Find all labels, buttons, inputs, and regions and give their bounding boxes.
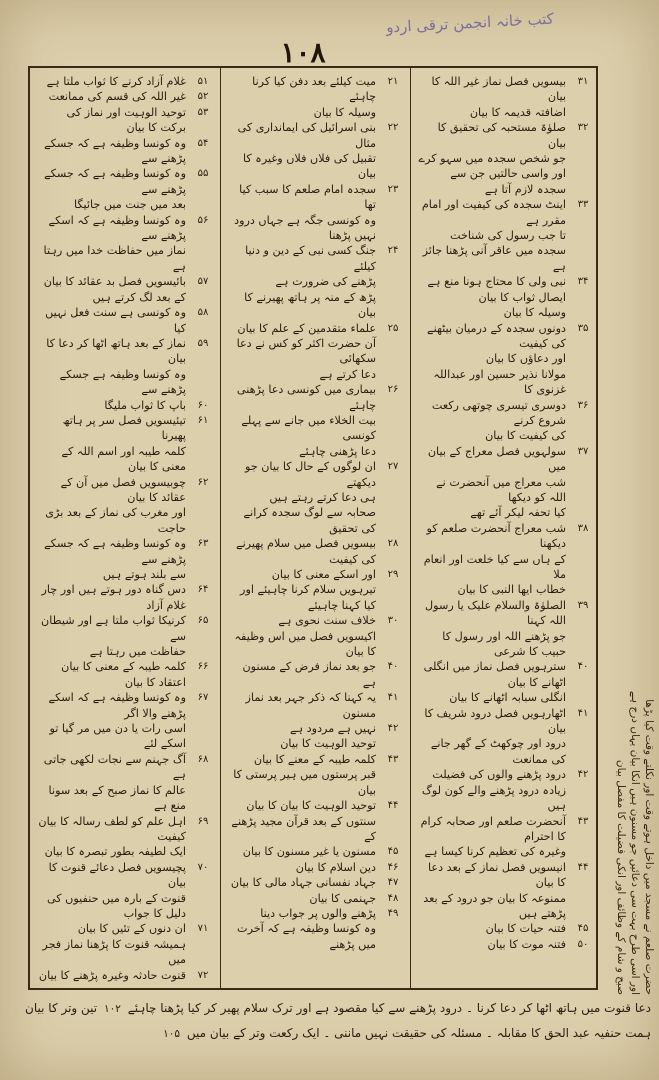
index-entry [414,243,596,274]
entry-title: اور واسی حالتیں جن سے سجدہ لازم آتا ہے [450,167,566,196]
entry-title: توحید الوہیت اور نماز کی برکت کا بیان [66,105,186,135]
entry-title: اور دعاؤں کا بیان [485,352,566,366]
entry-title: کے بعد لگ کرتے ہیں [92,290,186,304]
footer-line-1-text: دعا قنوت میں ہاتھ اٹھا کر دعا کرنا ۔ درود پڑھنے سے کیا مقصود ہے اور ترک سلام پھیر کر کیا پڑھنا چاہئے [127,1001,651,1015]
entry-title: ایصال ثواب کا بیان [478,290,566,304]
index-entry [414,659,596,690]
index-entry [34,690,216,721]
index-entry [414,444,596,475]
index-entry [224,690,406,721]
index-entry [224,613,406,628]
entry-page-number: ۳۲ [577,122,589,134]
index-entry [34,567,216,582]
entry-title: زیادہ درود پڑھنے والے کون لوگ ہیں [421,783,566,813]
index-entry [224,875,406,890]
entry-title: فتنہ موت کا بیان [487,937,566,951]
entry-title: اسی رات یا دن میں مر گیا تو اسکے لئے [49,722,186,751]
entry-page-number: ۵۲ [197,91,209,103]
index-entry [224,290,406,321]
index-entry [224,844,406,859]
index-entry [34,891,216,922]
index-entry [34,675,216,690]
entry-page-number: ۶۴ [197,584,209,596]
entry-page-number: ۲۹ [387,569,399,580]
index-entry [224,105,406,120]
entry-title: وہ کونسا وظیفہ ہے کہ جسکے پڑھنے سے [44,537,186,566]
entry-title: دین اسلام کا بیان [295,860,376,874]
entry-title: الصلوٰۃ والسلام علیک یا رسول اللہ کہنا [425,598,566,628]
entry-page-number: ۴۳ [577,815,589,827]
index-table [28,66,598,990]
entry-page-number: ۴۲ [577,769,589,781]
entry-title: غلام آزاد کرنے کا ثواب ملتا ہے [46,75,186,88]
entry-title: تا جب رسول کی شناخت [449,229,566,243]
entry-title: جو بعد نماز فرض کے مسنون ہے [242,660,376,689]
entry-title: کیا تحفہ لیکر آئے تھے [470,506,566,520]
entry-title: آنحضرت صلعم اور صحابہ کرام کا احترام [420,814,566,843]
index-entry [414,736,596,767]
entry-page-number: ۵۱ [197,76,209,87]
entry-title: آن حضرت اکثر کو کس نے دعا سکھائی [236,336,376,366]
index-entry [224,798,406,813]
column-divider [220,68,221,988]
entry-page-number: ۳۳ [577,199,589,211]
entry-title: قنوت کے بارہ میں حنفیوں کی دلیل کا جواب [46,891,186,920]
entry-title: دعا کرتے ہے [319,367,376,381]
entry-title: بیسویں فصل میں سلام پھیرنے کی کیفیت [236,537,376,566]
entry-title: ہی دعا کرتے رہتے ہیں [269,490,376,504]
margin-note-line: اور اسی طرح بہت سی دعائیں جو مسنون ہیں انکا بیان یہاں درج ہے [629,690,641,995]
index-column-right [414,74,596,982]
entry-title: اضافتہ قدیمہ کا بیان [469,105,566,119]
entry-page-number: ۲۸ [387,538,399,550]
entry-page-number: ۴۳ [387,753,399,765]
entry-title: کلمہ طیبہ اور اسم اللہ کے معنی کا بیان [61,444,186,474]
entry-page-number: ۲۲ [387,122,399,134]
library-stamp: کتب خانہ انجمن ترقی اردو [385,9,555,37]
entry-title: اعتقاد کا بیان [124,675,186,689]
index-entry [414,151,596,166]
entry-title: وسیلہ کا بیان [503,306,566,320]
entry-title: پڑھنے کی ضرورت ہے [275,275,376,289]
entry-title: اٹھارہویں فصل درود شریف کا بیان [424,706,566,736]
entry-title: شب معراج آنحضرت صلعم کو دیکھنا [426,521,566,551]
entry-title: مسنون یا غیر مسنون کا بیان [242,845,376,859]
entry-title: انگلی سبابہ اٹھانے کا بیان [449,691,566,705]
entry-title: سے بلند ہوتے ہیں [102,568,186,581]
index-entry [34,505,216,536]
entry-title: وہ کونسا وظیفہ ہے کہ اسکے پڑھنے والا اگر [48,691,186,720]
entry-title: شب معراج میں آنحضرت نے اللہ کو دیکھا [436,475,566,504]
entry-title: علماء متقدمین کے علم کا بیان [237,321,376,335]
entry-title: تیئیسویں فصل سر پر ہاتھ پھیرنا [62,413,186,443]
index-entry [34,444,216,475]
index-entry [224,860,406,875]
entry-title: اہل علم کو لطف رسالہ کا بیان کیفیت [38,814,186,843]
entry-title: سولہویں فصل معراج کے بیان میں [427,444,566,474]
entry-page-number: ۵۵ [197,168,209,180]
entry-title: کے ہاں سے کیا خلعت اور انعام ملا [423,552,566,581]
entry-title: ایک لطیفہ بطور تبصرہ کا بیان [44,845,186,859]
entry-page-number: ۳۰ [387,615,399,627]
entry-page-number: ۴۴ [387,800,399,812]
index-entry [414,351,596,366]
index-entry [414,552,596,583]
index-entry [414,475,596,506]
entry-title: خلاف سنت نحوی ہے [278,614,376,628]
index-entry [224,382,406,413]
entry-title: بیت الخلاء میں جانے سے پہلے کونسی [241,413,376,443]
index-entry [224,182,406,213]
entry-title: وہ کونسا وظیفہ ہے کہ جسکے پڑھنے سے [44,136,186,166]
entry-title: باپ کا ثواب ملیگا [104,398,186,412]
index-entry [34,582,216,613]
index-entry [414,505,596,520]
entry-page-number: ۴۶ [387,861,399,873]
index-entry [224,921,406,952]
entry-page-number: ۶۵ [197,615,209,627]
entry-page-number: ۷۰ [197,861,209,873]
entry-title: نہیں ہے مردود ہے [290,722,376,736]
index-entry [224,891,406,906]
entry-title: کلمہ طیبہ کے معنے کا بیان [253,752,376,766]
entry-page-number: ۲۴ [387,245,399,257]
entry-title: غیر اللہ کی قسم کی ممانعت [48,90,186,104]
index-entry [414,690,596,705]
entry-title: ان دنوں کے تئیں کا بیان [77,922,186,936]
footer-line-1 [20,996,651,1021]
footer-line-2-page: ۱۰۵ [163,1028,181,1040]
index-entry [34,336,216,367]
entry-title: وہ کونسا وظیفہ ہے جسکے پڑھنے سے [59,367,186,397]
entry-title: صلوٰۃ مستحبہ کی تحقیق کا بیان [437,121,566,150]
entry-title: سجدہ امام صلعم کا سبب کیا تھا [239,182,376,212]
index-entry [224,906,406,921]
entry-title: پچیسویں فصل دعائے قنوت کا بیان [48,860,186,890]
index-entry [34,166,216,197]
entry-title: توحید الوہیت کا بیان کا بیان [246,799,376,813]
index-entry [224,367,406,382]
index-entry [414,166,596,197]
entry-page-number: ۴۵ [387,846,399,858]
index-entry [34,968,216,982]
index-entry [414,860,596,891]
entry-page-number: ۴۸ [387,892,399,904]
entry-page-number: ۵۹ [197,337,209,349]
index-entry [414,814,596,845]
index-entry [224,659,406,690]
entry-page-number: ۵۰ [577,938,589,950]
entry-page-number: ۵۸ [197,307,209,319]
entry-title: وہ کونسا وظیفہ ہے کہ جسکے پڑھنے سے [44,167,186,196]
index-entry [224,74,406,105]
entry-page-number: ۳۷ [577,445,589,457]
index-entry [224,151,406,182]
entry-page-number: ۲۷ [387,461,399,473]
entry-page-number: ۶۳ [197,538,209,550]
index-entry [34,105,216,136]
index-column-middle [224,74,406,982]
entry-title: بنی اسرائیل کی ایمانداری کی مثال [237,121,376,150]
entry-title: بائیسویں فصل بد عقائد کا بیان [43,275,186,289]
index-entry [414,105,596,120]
index-entry [224,444,406,459]
margin-note-line: صبح و شام کے وظائف اور انکی فضیلت کا مفصل بیان [615,759,627,995]
entry-title: میت کیلئے بعد دفن کیا کرنا چاہئے [252,75,376,104]
entry-title: پڑھ کے منہ پر ہاتھ پھیرنے کا بیان [244,290,376,320]
entry-title: جہاد نفسانی جہاد مالی کا بیان [230,876,376,890]
index-entry [34,937,216,968]
index-entry [414,582,596,597]
index-entry [414,228,596,243]
entry-title: جو پڑھنے اللہ اور رسول کا حبیب کا شرعی [442,629,566,659]
entry-title: کی کیفیت کا بیان [485,429,566,443]
index-entry [414,706,596,737]
entry-title: دونوں سجدہ کے درمیان بیٹھنے کی کیفیت [427,321,566,350]
index-entry [414,428,596,443]
index-entry [414,305,596,320]
index-entry [34,921,216,936]
index-entry [34,398,216,413]
entry-title: ان لوگوں کے حال کا بیان جو دیکھتے [244,460,376,489]
entry-title: نبی ولی کا محتاج ہونا منع ہے [427,275,566,289]
index-entry [224,243,406,274]
entry-page-number: ۳۸ [577,522,589,534]
entry-title: کرنیکا ثواب ملتا ہے اور شیطان سے [41,614,186,643]
index-entry [414,321,596,352]
entry-title: صحابہ سے لوگ سجدہ کرانے کی تحقیق [243,506,376,535]
footer-line-1-end: تین وتر کا بیان [25,1001,98,1015]
entry-title: کلمہ طیبہ کے معنی کا بیان [61,660,186,674]
index-entry [414,783,596,814]
entry-title: بیسویں فصل نماز غیر اللہ کا بیان [431,75,566,104]
index-entry [414,521,596,552]
entry-title: جہنمی کا بیان [309,891,376,905]
index-entry [34,814,216,845]
index-entry [414,629,596,660]
footer-line-2 [20,1021,651,1046]
entry-title: وہ کونسی جگہ ہے جہاں درود نہیں پڑھنا [234,213,376,243]
entry-title: ممنوعہ کا بیان جو درود کے بعد پڑھتے ہیں [423,891,566,920]
index-entry [414,274,596,289]
entry-title: آگ جہنم سے نجات لکھی جاتی ہے [43,752,186,782]
index-entry [34,74,216,89]
index-entry [34,89,216,104]
index-entry [34,367,216,398]
entry-title: اور اسکے معنی کا بیان [271,568,376,581]
entry-page-number: ۳۴ [577,276,589,288]
footer-line-2-text: ہمت حنفیہ عبد الحق کا مقابلہ ۔ مسئلہ کی حقیقت نہیں ماننی ۔ ایک رکعت وتر کے بیان میں [186,1026,651,1040]
index-entry [414,367,596,398]
index-entry [414,290,596,305]
footer-notes [20,996,651,1076]
index-entry [414,74,596,105]
entry-page-number: ۳۶ [577,399,589,411]
index-entry [34,290,216,305]
entry-title: دوسری تیسری چوتھی رکعت شروع کرنے [431,398,566,427]
index-entry [224,336,406,367]
index-entry [224,505,406,536]
entry-page-number: ۶۷ [197,692,209,704]
entry-page-number: ۲۶ [387,384,399,396]
index-entry [224,629,406,660]
page-number: ۱۰۸ [280,36,326,69]
entry-title: ہمیشہ قنوت کا پڑھنا نماز فجر میں [42,937,186,967]
entry-title: بیماری میں کونسی دعا پڑھنی چاہئے [236,383,376,412]
index-entry [224,767,406,798]
entry-page-number: ۶۸ [197,753,209,765]
index-entry [224,321,406,336]
index-entry [224,459,406,490]
entry-page-number: ۴۹ [387,907,399,919]
entry-title: چوبیسویں فصل میں آن کے عقائد کا بیان [60,475,186,504]
entry-title: دس گناہ دور ہوتے ہیں اور چار غلام آزاد [41,583,186,612]
entry-title: بعد میں جنت میں جائیگا [73,198,186,212]
entry-title: توحید الوہیت کا بیان [280,737,376,751]
index-entry [34,536,216,567]
entry-page-number: ۶۶ [197,661,209,673]
entry-title: خطاب ایھا النبی کا بیان [457,583,566,597]
entry-title: نماز کے بعد ہاتھ اٹھا کر دعا کا بیان [46,336,186,366]
entry-page-number: ۳۱ [577,76,589,87]
entry-title: نماز میں حفاظت خدا میں رہتا ہے [43,244,186,273]
entry-page-number: ۵۷ [197,276,209,288]
entry-title: وہ کونسا وظیفہ ہے کہ اسکے پڑھنے سے [48,213,186,243]
index-entry [224,536,406,567]
index-entry [34,613,216,644]
entry-title: تقبیل کی فلاں فلاں وغیرہ کا بیان [243,152,376,181]
entry-title: یہ کہنا کہ ذکر جہر بعد نماز مسنون [245,691,376,720]
entry-page-number: ۷۱ [197,923,209,935]
index-entry [414,921,596,936]
entry-page-number: ۴۴ [577,861,589,873]
entry-page-number: ۴۵ [577,923,589,935]
entry-page-number: ۴۲ [387,723,399,735]
index-entry [414,844,596,859]
entry-page-number: ۲۳ [387,183,399,195]
index-entry [34,197,216,212]
index-column-left [34,74,216,982]
index-entry [34,860,216,891]
entry-title: قنوت حادثہ وغیرہ پڑھنے کا بیان [38,968,186,982]
entry-title: فتنہ حیات کا بیان [485,922,566,936]
entry-title: جنگ کسی نبی کے دین و دنیا کیلئے [245,244,376,273]
index-entry [34,752,216,783]
entry-title: قبر پرستوں میں ہیر پرستی کا بیان [233,768,376,797]
index-entry [224,814,406,845]
entry-page-number: ۷۲ [197,969,209,981]
index-entry [224,736,406,751]
entry-title: عالم کا نماز صبح کے بعد سونا منع ہے [48,783,186,813]
index-entry [224,721,406,736]
index-entry [224,213,406,244]
index-entry [34,844,216,859]
entry-page-number: ۴۷ [387,877,399,889]
index-entry [414,767,596,782]
entry-page-number: ۵۳ [197,106,209,118]
index-entry [414,598,596,629]
index-entry [34,136,216,167]
entry-page-number: ۲۱ [387,76,399,87]
index-entry [34,305,216,336]
index-entry [34,659,216,674]
index-entry [414,398,596,429]
entry-title: وسیلہ کا بیان [313,105,376,119]
footer-line-1-page: ۱۰۲ [103,1003,121,1015]
index-entry [224,752,406,767]
entry-title: پڑھنے والوں پر جواب دینا [260,906,376,920]
entry-title: جو شخص سجدہ میں سہو کرے [418,152,566,166]
entry-page-number: ۴۰ [387,661,399,673]
entry-title: سجدہ میں عاقر آنی پڑھنا جائز ہے [422,244,566,273]
entry-title: حفاظت میں رہتا ہے [89,645,186,659]
index-entry [224,567,406,582]
entry-page-number: ۵۴ [197,137,209,149]
entry-title: دعا پڑھنی چاہئے [299,444,376,458]
entry-page-number: ۴۱ [387,692,399,704]
column-divider [410,68,411,988]
index-entry [224,582,406,613]
entry-page-number: ۳۹ [577,599,589,611]
entry-page-number: ۵۶ [197,214,209,226]
entry-title: وہ کونسا وظیفہ ہے کہ آخرت میں پڑھنے [237,922,376,951]
margin-note [600,60,656,995]
entry-page-number: ۴۰ [577,661,589,673]
entry-page-number: ۶۰ [197,399,209,411]
entry-title: سنتوں کے بعد قرآن مجید پڑھنے کے [231,814,376,843]
index-entry [34,475,216,506]
index-entry [414,197,596,228]
index-entry [34,644,216,659]
index-entry [414,937,596,952]
entry-title: مولانا نذیر حسین اور عبداللہ غزنوی کا [433,367,566,397]
index-entry [34,721,216,752]
index-entry [414,120,596,151]
entry-title: اینٹ سجدہ کی کیفیت اور امام مقرر ہے [421,198,566,227]
index-entry [224,490,406,505]
index-entry [224,413,406,444]
entry-title: اور مغرب کی نماز کے بعد بڑی حاجت [45,506,186,535]
index-entry [34,413,216,444]
entry-title: درود پڑھنے والوں کی فضیلت [432,768,566,782]
index-entry [414,891,596,922]
entry-page-number: ۶۹ [197,815,209,827]
entry-page-number: ۳۵ [577,322,589,334]
index-entry [34,213,216,244]
entry-title: وہ کونسی ہے سنت فعل نہیں کیا [45,306,186,335]
index-entry [34,243,216,274]
entry-page-number: ۲۵ [387,322,399,334]
entry-page-number: ۶۲ [197,476,209,488]
entry-page-number: ۴۱ [577,707,589,719]
index-entry [224,274,406,289]
index-entry [224,120,406,151]
entry-title: اکیسویں فصل میں اس وظیفہ کا بیان [234,629,376,659]
index-entry [34,783,216,814]
margin-note-line: حضرت صلعم نے مسجد میں داخل ہوتے وقت اور نکلتے وقت کیا پڑھا [643,699,655,995]
entry-page-number: ۶۱ [197,414,209,426]
index-entry [34,274,216,289]
entry-title: انیسویں فصل نماز کے بعد دعا کا بیان [427,860,566,890]
entry-title: سترہویں فصل نماز میں انگلی اٹھانے کا بیان [423,660,566,689]
entry-title: وغیرہ کی تعظیم کرنا کیسا ہے [424,845,566,859]
entry-title: درود اور چوکھٹ کے گھر جانے کی ممانعت [430,737,566,766]
entry-title: تیرہویں سلام کرنا چاہیئے اور کیا کہنا چاہیئے [240,583,376,612]
